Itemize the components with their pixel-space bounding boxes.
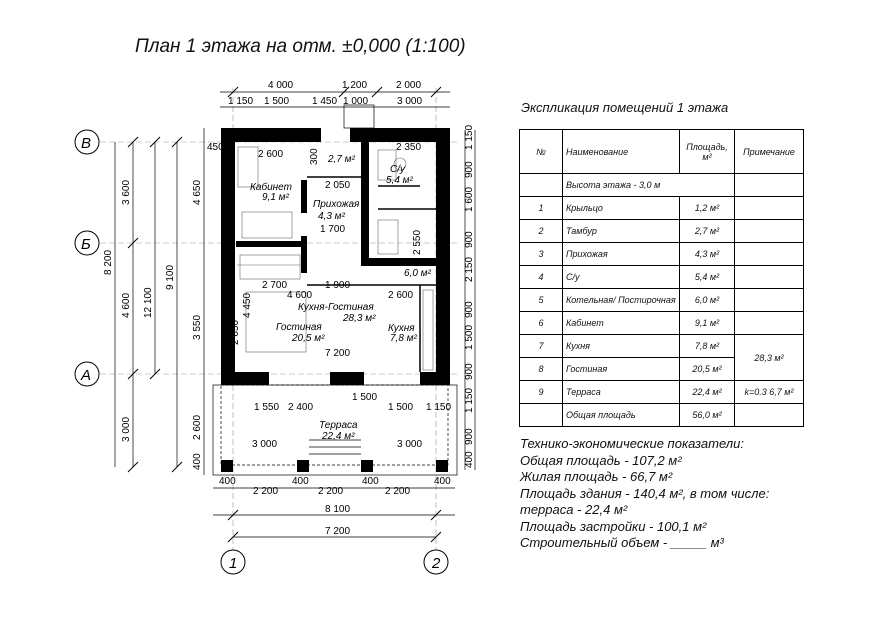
explication-table xyxy=(519,129,804,427)
dim-label: 1 150 xyxy=(464,124,475,150)
dim-label: 2 050 xyxy=(325,180,351,191)
header-note: Примечание xyxy=(735,130,804,174)
dim-label: 400 xyxy=(362,476,379,487)
tep-line: Жилая площадь - 66,7 м² xyxy=(520,469,673,484)
dim-label: 3 000 xyxy=(397,96,423,107)
room-living-name: Гостиная xyxy=(276,322,322,333)
dim-label: 1 150 xyxy=(228,96,254,107)
room-boiler-area: 6,0 м² xyxy=(404,268,431,279)
cell-area: 56,0 м² xyxy=(680,404,735,427)
room-kitchen-living-area: 28,3 м² xyxy=(343,313,376,324)
dim-label: 4 000 xyxy=(268,80,294,91)
tep-line: терраса - 22,4 м² xyxy=(520,502,628,517)
room-hall-area: 4,3 м² xyxy=(318,211,345,222)
cell-area: 4,3 м² xyxy=(680,243,735,266)
cell-area: 20,5 м² xyxy=(680,358,735,381)
dim-label: 2 650 xyxy=(230,319,241,345)
cell-name: Кабинет xyxy=(563,312,680,335)
dim-label: 7 200 xyxy=(325,348,351,359)
tep-block xyxy=(520,436,769,552)
cell-area: 7,8 м² xyxy=(680,335,735,358)
table-row xyxy=(520,197,804,220)
cell-name: Гостиная xyxy=(563,358,680,381)
dim-label: 900 xyxy=(464,231,475,248)
cell-num: 3 xyxy=(520,243,563,266)
cell-num: 5 xyxy=(520,289,563,312)
dim-label: 3 500 xyxy=(224,179,235,205)
page-title: План 1 этажа на отм. ±0,000 (1:100) xyxy=(135,36,466,57)
table-row xyxy=(520,243,804,266)
cell-area: 22,4 м² xyxy=(680,381,735,404)
cell-area: 1,2 м² xyxy=(680,197,735,220)
dim-label: 2 600 xyxy=(192,414,203,440)
dim-label: 8 100 xyxy=(325,504,351,515)
table-row xyxy=(520,220,804,243)
cell-num: 9 xyxy=(520,381,563,404)
dim-label: 300 xyxy=(309,148,320,165)
cell-note: k=0.3 6,7 м² xyxy=(735,381,804,404)
dim-label: 2 700 xyxy=(262,280,288,291)
room-kitchen-living-name: Кухня-Гостиная xyxy=(298,302,374,313)
dim-label: 2 150 xyxy=(464,256,475,282)
dim-label: 3 000 xyxy=(397,439,423,450)
dim-label: 1 600 xyxy=(464,186,475,212)
dim-label: 1 550 xyxy=(254,402,280,413)
dim-label: 1 150 xyxy=(464,387,475,413)
cell-name: Терраса xyxy=(563,381,680,404)
dim-label: 2 600 xyxy=(388,290,414,301)
tep-line: Площадь застройки - 100,1 м² xyxy=(520,518,707,534)
dim-label: 4 600 xyxy=(121,292,132,318)
explication-title: Экспликация помещений 1 этажа xyxy=(521,100,729,115)
cell-name: С/у xyxy=(563,266,680,289)
header-num: № xyxy=(520,130,563,174)
dim-label: 3 000 xyxy=(252,439,278,450)
table-row xyxy=(520,289,804,312)
room-wc-area: 5,4 м² xyxy=(386,175,413,186)
room-kitchen-name: Кухня xyxy=(388,323,415,334)
dim-label: 4 650 xyxy=(192,179,203,205)
room-boiler-name: Котельная xyxy=(382,257,435,268)
dim-label: 2 000 xyxy=(396,80,422,91)
height-row: Высота этажа - 3,0 м xyxy=(563,174,735,197)
cell-area: 9,1 м² xyxy=(680,312,735,335)
cell-area: 5,4 м² xyxy=(680,266,735,289)
dim-label: 1 000 xyxy=(343,96,369,107)
table-row xyxy=(520,335,804,358)
room-cabinet-name: Кабинет xyxy=(250,182,292,193)
cell-num: 1 xyxy=(520,197,563,220)
dim-label: 400 xyxy=(292,476,309,487)
cell-note xyxy=(735,312,804,335)
cell-area: 6,0 м² xyxy=(680,289,735,312)
dim-label: 7 200 xyxy=(325,526,351,537)
axis-label-b: Б xyxy=(81,236,91,253)
dim-label: 400 xyxy=(464,451,475,468)
dim-label: 900 xyxy=(464,428,475,445)
tep-line: Общая площадь - 107,2 м² xyxy=(520,452,682,468)
dim-label: 2 350 xyxy=(396,142,422,153)
dim-label: 1 500 xyxy=(352,392,378,403)
room-living-area: 20,5 м² xyxy=(292,333,325,344)
dim-label: 2 200 xyxy=(253,486,279,497)
cell-note xyxy=(735,266,804,289)
dim-label: 2 600 xyxy=(258,149,284,160)
table-row xyxy=(520,381,804,404)
dim-label: 4 450 xyxy=(242,292,253,318)
table-row-total xyxy=(520,404,804,427)
dim-label: 1 150 xyxy=(426,402,452,413)
dim-label: 1 500 xyxy=(464,324,475,350)
cell-note xyxy=(735,243,804,266)
cell-name: Общая площадь xyxy=(563,404,680,427)
cell-num: 7 xyxy=(520,335,563,358)
dim-label: 2 400 xyxy=(288,402,314,413)
dim-label: 900 xyxy=(464,161,475,178)
dim-label: 1 500 xyxy=(388,402,414,413)
dim-label: 1 450 xyxy=(312,96,338,107)
room-terrace-area: 22,4 м² xyxy=(322,431,355,442)
dim-label: 9 100 xyxy=(165,264,176,290)
cell-name: Прихожая xyxy=(563,243,680,266)
room-terrace-name: Терраса xyxy=(319,420,358,431)
cell-note xyxy=(735,289,804,312)
dim-label: 3 600 xyxy=(121,179,132,205)
dim-label: 900 xyxy=(464,363,475,380)
axis-label-v: В xyxy=(81,135,92,152)
dim-label: 4 600 xyxy=(287,290,313,301)
cell-note xyxy=(735,197,804,220)
dim-label: 1 500 xyxy=(264,96,290,107)
dim-label: 12 100 xyxy=(143,287,154,318)
dim-label: 2 200 xyxy=(385,486,411,497)
axis-label-2: 2 xyxy=(432,555,441,572)
cell-name: Кухня xyxy=(563,335,680,358)
cell-num: 4 xyxy=(520,266,563,289)
cell-area: 2,7 м² xyxy=(680,220,735,243)
room-cabinet-area: 9,1 м² xyxy=(262,192,289,203)
dim-label: 3 550 xyxy=(192,314,203,340)
dim-label: 900 xyxy=(464,301,475,318)
table-row xyxy=(520,266,804,289)
tep-line: Площадь здания - 140,4 м², в том числе: xyxy=(520,485,770,501)
tep-line: Строительный объем - _____ м³ xyxy=(520,535,724,550)
axis-label-1: 1 xyxy=(229,555,238,572)
dim-label: 450 xyxy=(207,142,224,153)
dim-label: 1 900 xyxy=(325,280,351,291)
header-area: Площадь, м² xyxy=(680,130,735,174)
header-name: Наименование xyxy=(563,130,680,174)
dim-label: 2 550 xyxy=(412,229,423,255)
cell-name: Крыльцо xyxy=(563,197,680,220)
table-row xyxy=(520,312,804,335)
dim-label: 400 xyxy=(192,453,203,470)
axis-label-a: А xyxy=(81,367,92,384)
dim-label: 8 200 xyxy=(103,249,114,275)
dim-label: 3 000 xyxy=(121,416,132,442)
dim-label: 1 200 xyxy=(342,80,368,91)
cell-name: Тамбур xyxy=(563,220,680,243)
cell-num: 8 xyxy=(520,358,563,381)
tep-title: Технико-экономические показатели: xyxy=(520,436,744,451)
dim-label: 2 200 xyxy=(318,486,344,497)
cell-num: 2 xyxy=(520,220,563,243)
cell-merged-note: 28,3 м² xyxy=(735,335,804,381)
dim-label: 400 xyxy=(434,476,451,487)
dim-label: 400 xyxy=(219,476,236,487)
room-tambour-area: 2,7 м² xyxy=(328,154,355,165)
cell-note xyxy=(735,220,804,243)
room-hall-name: Прихожая xyxy=(313,199,360,210)
cell-num: 6 xyxy=(520,312,563,335)
room-kitchen-area: 7,8 м² xyxy=(390,333,417,344)
cell-name: Котельная/ Постирочная xyxy=(563,289,680,312)
dim-label: 1 700 xyxy=(320,224,346,235)
room-wc-name: С/у xyxy=(390,164,405,175)
